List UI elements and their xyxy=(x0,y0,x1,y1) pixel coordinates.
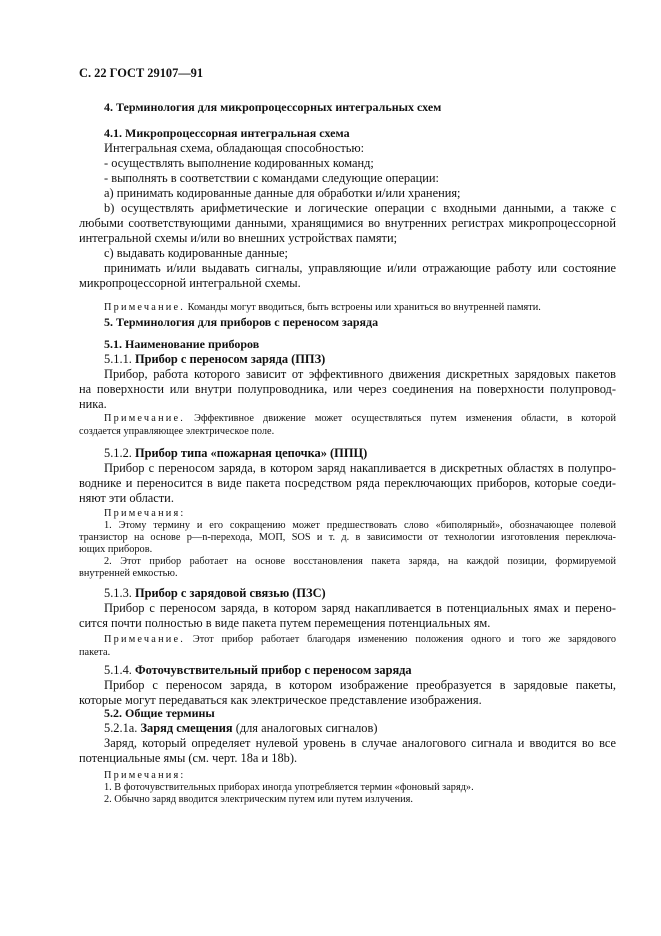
section-title: Прибор типа «пожарная цепочка» (ППЦ) xyxy=(135,446,368,460)
section-title: Микропроцессорная интегральная схема xyxy=(125,126,350,140)
paragraph-line: потенциальные ямы (см. черт. 18а и 18b). xyxy=(79,751,298,765)
note-text: 1. Этому термину и его сокращению может предшествовать слово «биполярный», обозначающее полевой xyxy=(104,520,616,531)
page-header: С. 22 ГОСТ 29107—91 xyxy=(79,66,204,80)
section-number: 5.1. xyxy=(104,337,122,351)
paragraph-line: Интегральная схема, обладающая способностью: xyxy=(104,141,365,155)
note-text: 2. Обычно заряд вводится электрическим путем или путем излучения. xyxy=(104,794,413,805)
note-text: внутренней емкостью. xyxy=(79,568,178,579)
note-text: 1. В фоточувствительных приборах иногда употребляется термин «фоновый заряд». xyxy=(104,782,474,793)
note-text: Эффективное движение может осуществляться путем изменения области, в которой xyxy=(194,413,616,424)
paragraph-line: на поверхности или внутри полупроводника, или через соединения на поверхности полупровод- xyxy=(79,382,616,396)
section-5-1-4-heading xyxy=(104,663,412,678)
paragraph-line: микропроцессорной интегральной схемы. xyxy=(79,276,301,290)
section-number: 5.1.2. xyxy=(104,446,132,460)
paragraph-line: Прибор с переносом заряда, в котором заряд накапливается в потенциальных ямах и перено- xyxy=(104,601,616,615)
section-title: Прибор с переносом заряда (ППЗ) xyxy=(135,352,326,366)
paragraph-line: принимать и/или выдавать сигналы, управляющие и/или отражающие работу или состояние xyxy=(104,261,616,275)
section-4-heading: 4. Терминология для микропроцессорных интегральных схем xyxy=(104,100,442,114)
note-label: Примечание. xyxy=(104,634,186,645)
section-5-1-2-heading xyxy=(104,446,367,461)
paragraph-line: Заряд, который определяет нулевой уровень в случае аналогового сигнала и вводится во все xyxy=(104,736,616,750)
note-text: Этот прибор работает благодаря изменению положения одного и того же зарядового xyxy=(192,634,616,645)
paragraph-line: которые могут передаваться как электрическое представление изображения. xyxy=(79,693,482,707)
paragraph-line: - выполнять в соответствии с командами следующие операции: xyxy=(104,171,439,185)
section-number: 5.2.1а. xyxy=(104,721,138,735)
note-label: Примечание. xyxy=(104,413,186,424)
note-text: транзистор на основе p—n-перехода, МОП, SOS и т. д. в зависимости от технологии изготовления переключа- xyxy=(79,532,616,543)
note xyxy=(104,634,616,645)
notes-label: Примечания: xyxy=(104,508,186,519)
note xyxy=(104,302,541,313)
paragraph-line: воднике и переносится в виде пакета посредством ряда переключающих приборов, которые соеди- xyxy=(79,476,616,490)
note-label: Примечание. xyxy=(104,302,186,313)
paragraph-line: няют эти области. xyxy=(79,491,174,505)
section-4-1-heading xyxy=(104,126,350,141)
paragraph-line: а) принимать кодированные данные для обработки и/или хранения; xyxy=(104,186,461,200)
section-number: 5.1.1. xyxy=(104,352,132,366)
section-qualifier: (для аналоговых сигналов) xyxy=(235,721,378,735)
section-title: Заряд смещения xyxy=(140,721,233,735)
section-title: Общие термины xyxy=(125,706,215,720)
section-title: Прибор с зарядовой связью (ПЗС) xyxy=(135,586,326,600)
section-5-1-3-heading xyxy=(104,586,326,601)
notes-label: Примечания: xyxy=(104,770,186,781)
paragraph-line: b) осуществлять арифметические и логические операции с входными данными, а также с xyxy=(104,201,616,215)
paragraph-line: ника. xyxy=(79,397,107,411)
paragraph-line: Прибор с переносом заряда, в котором изображение преобразуется в зарядовые пакеты, xyxy=(104,678,616,692)
note-text: Команды могут вводиться, быть встроены или храниться во внутренней памяти. xyxy=(187,302,541,313)
paragraph-line: сится почти полностью в виде пакета путем перемещения потенциальных ям. xyxy=(79,616,491,630)
section-5-1-heading xyxy=(104,337,259,352)
section-5-2-heading xyxy=(104,706,215,721)
note-text: пакета. xyxy=(79,647,111,658)
section-5-heading: 5. Терминология для приборов с переносом заряда xyxy=(104,315,379,329)
paragraph-line: любыми соответствующими данными, хранящимися во внутренних регистрах микропроцессорной xyxy=(79,216,616,230)
section-number: 4.1. xyxy=(104,126,122,140)
note-text: ющих приборов. xyxy=(79,544,153,555)
section-title: Фоточувствительный прибор с переносом заряда xyxy=(135,663,412,677)
section-number: 5.1.4. xyxy=(104,663,132,677)
paragraph-line: с) выдавать кодированные данные; xyxy=(104,246,288,260)
section-5-2-1a-heading xyxy=(104,721,377,736)
section-5-1-1-heading xyxy=(104,352,325,367)
paragraph-line: Прибор с переносом заряда, в котором заряд накапливается в дискретных областях в полупро- xyxy=(104,461,616,475)
paragraph-line: интегральной схемы и/или во внешних устройствах памяти; xyxy=(79,231,398,245)
note-text: создается управляющее электрическое поле. xyxy=(79,426,275,437)
note-text: 2. Этот прибор работает на основе восстановления пакета заряда, на каждой позиции, формируемой xyxy=(104,556,616,567)
section-number: 5.2. xyxy=(104,706,122,720)
section-number: 5.1.3. xyxy=(104,586,132,600)
section-title: Наименование приборов xyxy=(125,337,260,351)
paragraph-line: Прибор, работа которого зависит от эффективного движения дискретных зарядовых пакетов xyxy=(104,367,616,381)
paragraph-line: - осуществлять выполнение кодированных команд; xyxy=(104,156,374,170)
note xyxy=(104,413,616,424)
